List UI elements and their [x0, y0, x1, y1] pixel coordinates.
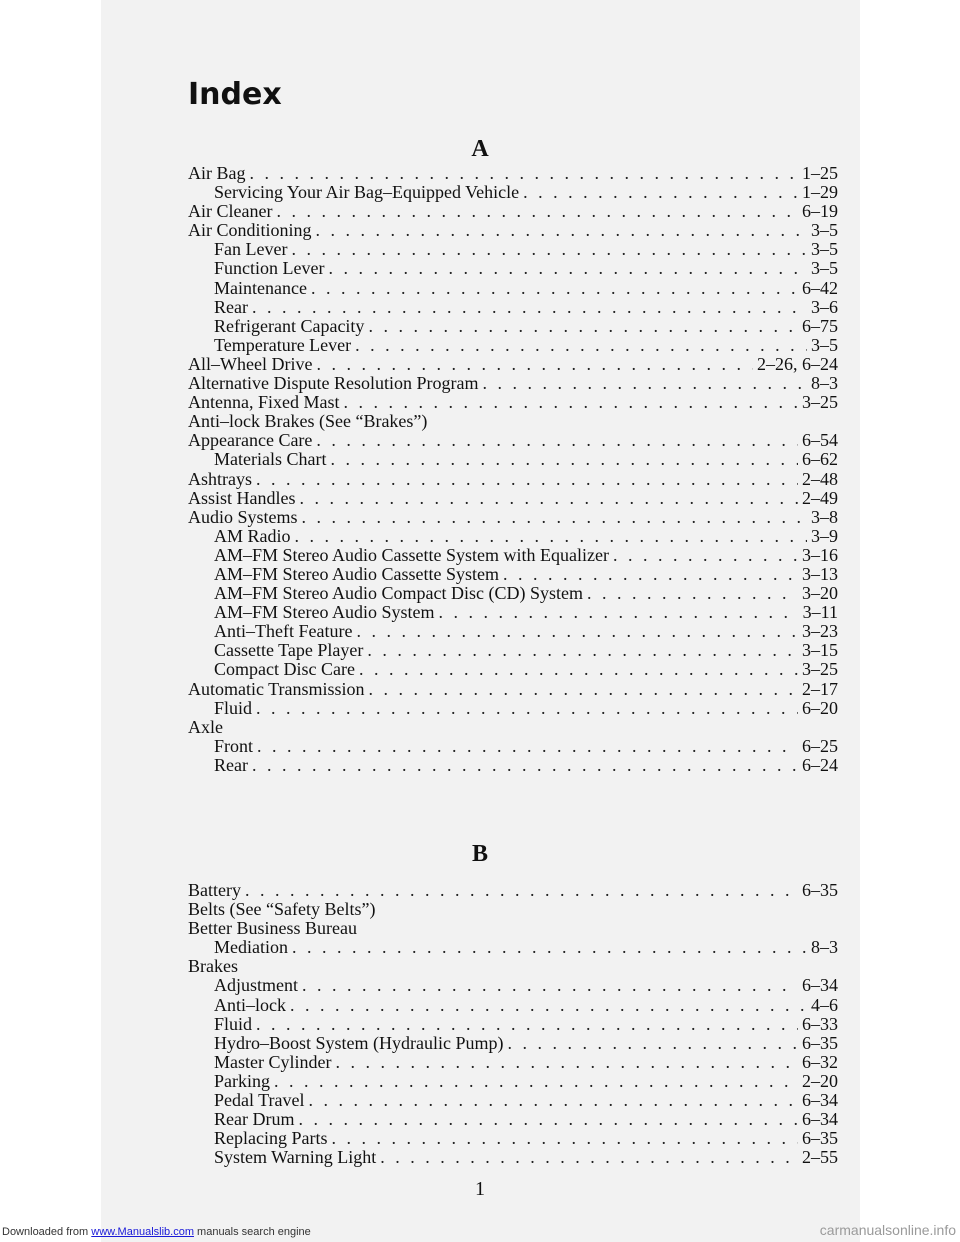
footer-suffix: manuals search engine	[193, 1226, 311, 1238]
dot-leader	[291, 240, 807, 259]
dot-leader	[256, 1015, 798, 1034]
index-entry	[188, 240, 838, 259]
index-entry	[188, 470, 838, 489]
index-entry	[188, 1110, 838, 1129]
index-entry	[188, 336, 838, 355]
dot-leader	[290, 996, 807, 1015]
index-entry	[188, 976, 838, 995]
entry-label: Master Cylinder	[214, 1051, 332, 1072]
entry-page-ref: 6–19	[802, 201, 838, 222]
dot-leader	[482, 374, 807, 393]
entry-label: All–Wheel Drive	[188, 353, 313, 374]
index-entry	[188, 355, 838, 374]
entry-page-ref: 6–34	[802, 975, 838, 996]
index-entry	[188, 1053, 838, 1072]
entry-page-ref: 6–32	[802, 1051, 838, 1072]
entry-label: Air Bag	[188, 163, 246, 183]
index-entry	[188, 317, 838, 336]
entry-label: Anti–lock	[214, 994, 286, 1015]
dot-leader	[302, 508, 807, 527]
entry-label: Pedal Travel	[214, 1090, 305, 1111]
dot-leader	[523, 183, 798, 202]
dot-leader	[380, 1148, 798, 1167]
index-entry	[188, 279, 838, 298]
entry-page-ref: 2–17	[802, 678, 838, 699]
index-section-a	[188, 164, 838, 775]
index-entry	[188, 412, 838, 431]
entry-page-ref: 3–9	[811, 525, 838, 546]
entry-page-ref: 2–26, 6–24	[757, 353, 838, 374]
page-title: Index	[188, 77, 282, 112]
entry-label: Maintenance	[214, 277, 307, 298]
entry-label: Function Lever	[214, 258, 325, 279]
entry-page-ref: 3–25	[802, 659, 838, 680]
dot-leader	[369, 680, 798, 699]
entry-page-ref: 3–20	[802, 583, 838, 604]
entry-page-ref: 6–25	[802, 735, 838, 756]
entry-label: Adjustment	[214, 975, 298, 996]
dot-leader	[274, 1072, 798, 1091]
index-entry	[188, 1015, 838, 1034]
index-entry	[188, 603, 838, 622]
entry-label: System Warning Light	[214, 1147, 377, 1168]
entry-label: Audio Systems	[188, 506, 298, 527]
dot-leader	[309, 1091, 798, 1110]
entry-page-ref: 6–62	[802, 449, 838, 470]
entry-label: Ashtrays	[188, 468, 252, 489]
entry-page-ref: 6–20	[802, 697, 838, 718]
entry-page-ref: 3–11	[802, 602, 838, 623]
dot-leader	[300, 489, 799, 508]
entry-label: Appearance Care	[188, 430, 313, 451]
dot-leader	[613, 546, 798, 565]
entry-page-ref: 2–55	[802, 1147, 838, 1168]
index-entry	[188, 183, 838, 202]
entry-label: Parking	[214, 1070, 270, 1091]
dot-leader	[252, 756, 798, 775]
dot-leader	[367, 641, 798, 660]
index-entry	[188, 584, 838, 603]
entry-page-ref: 6–54	[802, 430, 838, 451]
entry-page-ref: 3–5	[811, 258, 838, 279]
entry-label: Cassette Tape Player	[214, 640, 364, 661]
footer-prefix: Downloaded from	[2, 1226, 92, 1238]
dot-leader	[245, 881, 798, 900]
dot-leader	[439, 603, 799, 622]
entry-label: Compact Disc Care	[214, 659, 355, 680]
dot-leader	[503, 565, 798, 584]
entry-label: Refrigerant Capacity	[214, 315, 365, 336]
index-entry	[188, 259, 838, 278]
index-entry	[188, 431, 838, 450]
entry-label: Fan Lever	[214, 239, 288, 260]
entry-label: Fluid	[214, 697, 253, 718]
entry-page-ref: 6–75	[802, 315, 838, 336]
index-entry	[188, 508, 838, 527]
entry-label: AM–FM Stereo Audio Compact Disc (CD) System	[214, 583, 583, 604]
entry-page-ref: 2–49	[802, 487, 838, 508]
index-entry	[188, 1091, 838, 1110]
section-letter-b: B	[471, 841, 488, 867]
entry-page-ref: 1–25	[802, 163, 838, 183]
entry-page-ref: 8–3	[811, 937, 838, 958]
entry-label: Rear	[214, 754, 248, 775]
index-entry	[188, 393, 838, 412]
dot-leader	[311, 279, 798, 298]
dot-leader	[316, 431, 798, 450]
manualslib-link[interactable]: www.Manualslib.com	[91, 1226, 194, 1238]
entry-label: AM–FM Stereo Audio Cassette System with Equalizer	[214, 544, 609, 565]
index-entry	[188, 546, 838, 565]
index-entry	[188, 641, 838, 660]
entry-label: Anti–Theft Feature	[214, 621, 353, 642]
entry-page-ref: 3–5	[811, 220, 838, 241]
dot-leader	[587, 584, 798, 603]
entry-page-ref: 6–35	[802, 880, 838, 900]
index-entry	[188, 164, 838, 183]
dot-leader	[276, 202, 798, 221]
index-entry	[188, 298, 838, 317]
entry-page-ref: 2–20	[802, 1070, 838, 1091]
entry-page-ref: 3–13	[802, 563, 838, 584]
entry-label: Replacing Parts	[214, 1128, 328, 1149]
entry-page-ref: 6–34	[802, 1090, 838, 1111]
dot-leader	[328, 259, 807, 278]
index-entry	[188, 450, 838, 469]
entry-page-ref: 2–48	[802, 468, 838, 489]
dot-leader	[359, 660, 798, 679]
index-entry	[188, 527, 838, 546]
entry-page-ref: 8–3	[811, 373, 838, 394]
dot-leader	[316, 355, 753, 374]
dot-leader	[368, 317, 798, 336]
dot-leader	[252, 298, 807, 317]
dot-leader	[331, 1129, 798, 1148]
download-footer	[2, 1226, 311, 1238]
entry-label: Front	[214, 735, 254, 756]
entry-label: Alternative Dispute Resolution Program	[188, 373, 479, 394]
dot-leader	[298, 1110, 798, 1129]
entry-page-ref: 3–15	[802, 640, 838, 661]
watermark: carmanualsonline.info	[819, 1222, 956, 1238]
entry-label: Axle	[188, 716, 223, 737]
dot-leader	[316, 221, 807, 240]
dot-leader	[250, 164, 799, 183]
index-section-b	[188, 881, 838, 1167]
dot-leader	[257, 737, 798, 756]
index-entry	[188, 900, 838, 919]
entry-page-ref: 3–23	[802, 621, 838, 642]
index-entry	[188, 957, 838, 976]
index-entry	[188, 660, 838, 679]
entry-page-ref: 3–25	[802, 392, 838, 413]
entry-page-ref: 3–16	[802, 544, 838, 565]
index-entry	[188, 680, 838, 699]
page-number: 1	[475, 1178, 485, 1200]
entry-label: Air Conditioning	[188, 220, 312, 241]
index-entry	[188, 202, 838, 221]
entry-label: Assist Handles	[188, 487, 296, 508]
index-entry	[188, 565, 838, 584]
dot-leader	[256, 699, 798, 718]
entry-label: Servicing Your Air Bag–Equipped Vehicle	[214, 182, 520, 203]
entry-label: AM–FM Stereo Audio Cassette System	[214, 563, 500, 584]
dot-leader	[295, 527, 808, 546]
entry-label: Anti–lock Brakes (See “Brakes”)	[188, 411, 428, 432]
entry-label: AM–FM Stereo Audio System	[214, 602, 435, 623]
entry-page-ref: 6–34	[802, 1109, 838, 1130]
entry-page-ref: 3–5	[811, 239, 838, 260]
entry-label: Air Cleaner	[188, 201, 273, 222]
index-entry	[188, 489, 838, 508]
dot-leader	[330, 450, 798, 469]
dot-leader	[508, 1034, 799, 1053]
index-entry	[188, 938, 838, 957]
dot-leader	[356, 622, 798, 641]
entry-label: Brakes	[188, 956, 238, 977]
entry-label: Antenna, Fixed Mast	[188, 392, 340, 413]
index-entry	[188, 996, 838, 1015]
entry-label: Better Business Bureau	[188, 918, 357, 939]
entry-label: Belts (See “Safety Belts”)	[188, 899, 376, 920]
entry-label: Automatic Transmission	[188, 678, 365, 699]
entry-page-ref: 6–24	[802, 754, 838, 775]
index-entry	[188, 737, 838, 756]
entry-label: AM Radio	[214, 525, 291, 546]
entry-page-ref: 6–33	[802, 1013, 838, 1034]
entry-page-ref: 6–35	[802, 1032, 838, 1053]
dot-leader	[355, 336, 807, 355]
entry-page-ref: 3–5	[811, 334, 838, 355]
index-entry	[188, 718, 838, 737]
entry-page-ref: 4–6	[811, 994, 838, 1015]
dot-leader	[343, 393, 798, 412]
dot-leader	[335, 1053, 798, 1072]
entry-label: Rear Drum	[214, 1109, 295, 1130]
entry-label: Battery	[188, 880, 241, 900]
entry-label: Fluid	[214, 1013, 253, 1034]
index-entry	[188, 699, 838, 718]
index-entry	[188, 1072, 838, 1091]
index-entry	[188, 374, 838, 393]
index-entry	[188, 1034, 838, 1053]
entry-page-ref: 6–42	[802, 277, 838, 298]
dot-leader	[292, 938, 807, 957]
dot-leader	[302, 976, 798, 995]
entry-page-ref: 3–8	[811, 506, 838, 527]
index-entry	[188, 919, 838, 938]
entry-label: Temperature Lever	[214, 334, 352, 355]
entry-page-ref: 1–29	[802, 182, 838, 203]
index-entry	[188, 1148, 838, 1167]
entry-label: Rear	[214, 296, 248, 317]
section-letter-a: A	[471, 136, 489, 162]
entry-label: Hydro–Boost System (Hydraulic Pump)	[214, 1032, 504, 1053]
index-entry	[188, 881, 838, 900]
entry-label: Mediation	[214, 937, 288, 958]
entry-label: Materials Chart	[214, 449, 327, 470]
index-entry	[188, 622, 838, 641]
dot-leader	[256, 470, 798, 489]
entry-page-ref: 6–35	[802, 1128, 838, 1149]
entry-page-ref: 3–6	[811, 296, 838, 317]
index-entry	[188, 221, 838, 240]
index-entry	[188, 1129, 838, 1148]
index-entry	[188, 756, 838, 775]
